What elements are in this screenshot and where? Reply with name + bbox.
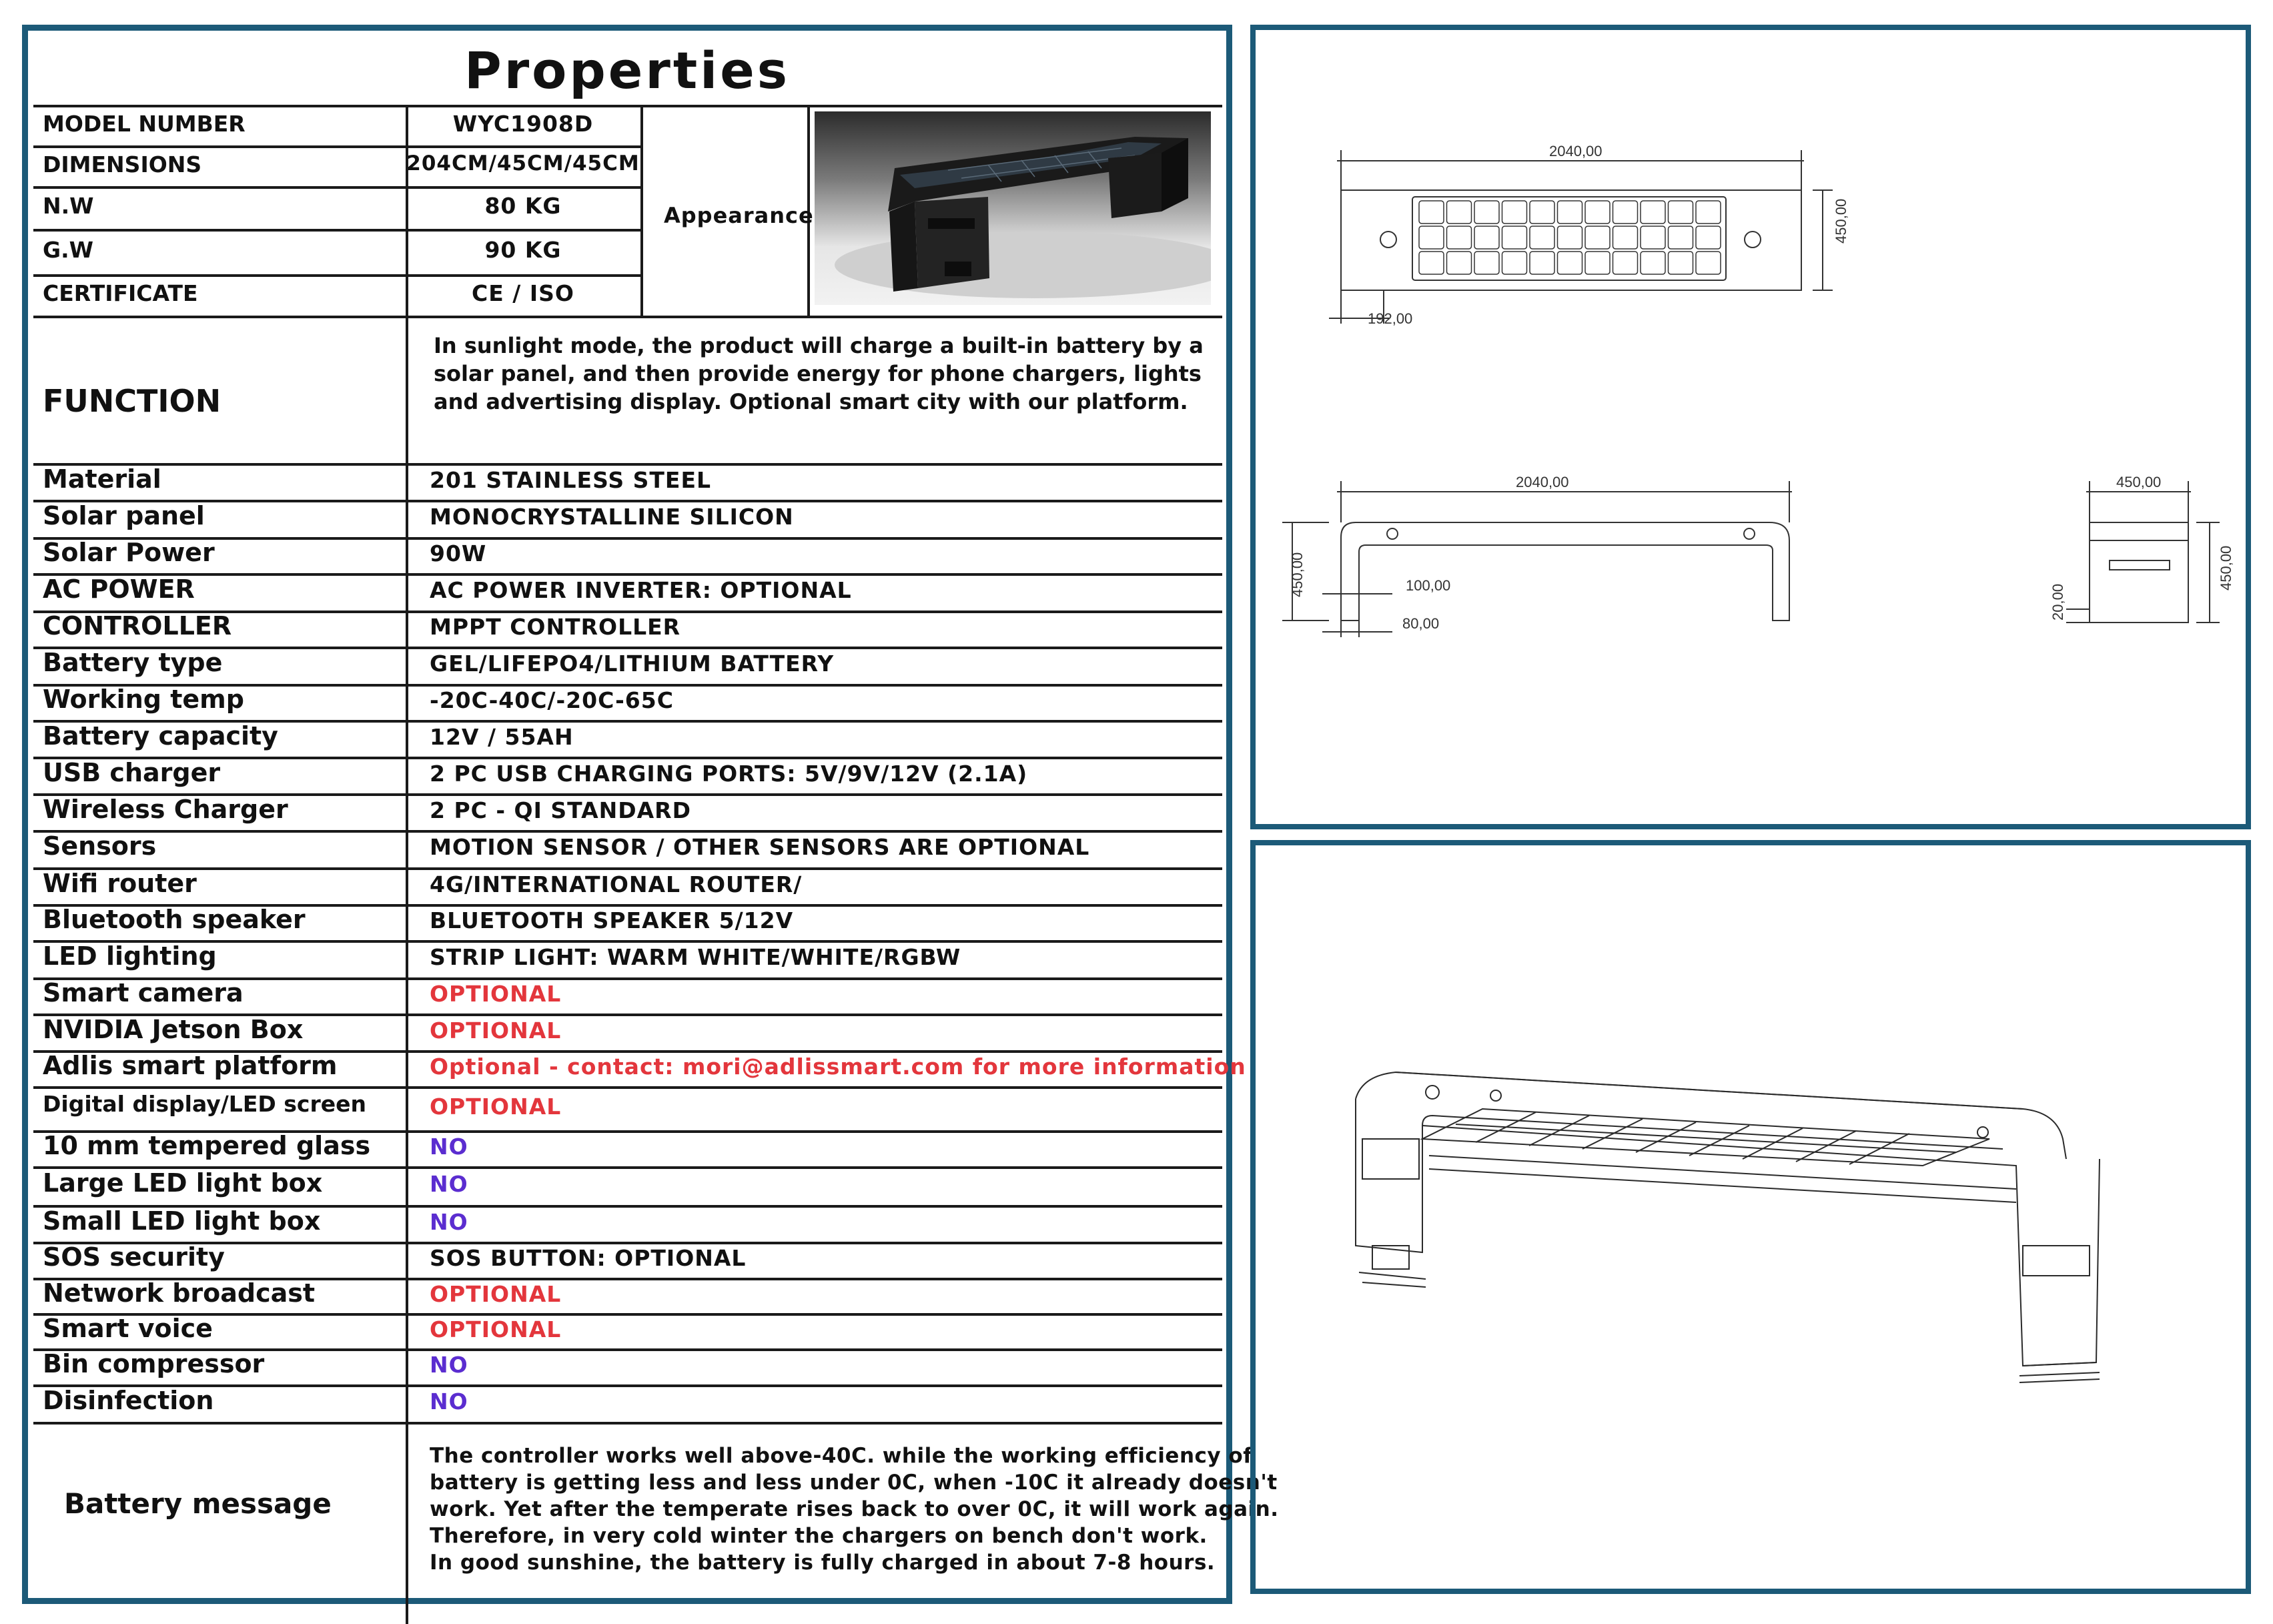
- top-view-width: 2040,00: [1549, 143, 1603, 159]
- spec-label: Wireless Charger: [43, 794, 288, 824]
- table-rule: [33, 316, 1222, 318]
- solar-cell: [1558, 226, 1582, 249]
- table-rule: [33, 1086, 1222, 1089]
- table-rule: [33, 573, 1222, 576]
- spec-label: N.W: [43, 193, 94, 219]
- solar-cell: [1613, 252, 1638, 274]
- spec-label: Bin compressor: [43, 1349, 265, 1378]
- solar-cell: [1585, 252, 1610, 274]
- solar-cell: [1530, 226, 1554, 249]
- properties-panel: [22, 25, 1279, 1604]
- properties-table: [33, 36, 1279, 1593]
- spec-label: Small LED light box: [43, 1206, 321, 1236]
- spec-value: MOTION SENSOR / OTHER SENSORS ARE OPTIONAL: [430, 834, 1090, 860]
- solar-cell: [1669, 226, 1693, 249]
- front-view-dim-b: 80,00: [1402, 615, 1440, 632]
- table-rule: [406, 463, 408, 1624]
- table-rule: [33, 186, 640, 189]
- spec-label: Large LED light box: [43, 1168, 323, 1198]
- side-view-height: 450,00: [2218, 545, 2234, 590]
- isometric-drawing-panel: [1250, 840, 2251, 1594]
- function-label: FUNCTION: [43, 383, 221, 419]
- spec-value: BLUETOOTH SPEAKER 5/12V: [430, 907, 794, 933]
- table-rule: [33, 463, 1222, 466]
- spec-label: Disinfection: [43, 1386, 214, 1415]
- table-rule: [33, 145, 640, 148]
- dimension-drawings: [1256, 30, 2246, 824]
- spec-value: 80 KG: [484, 193, 562, 219]
- spec-label: MODEL NUMBER: [43, 110, 246, 137]
- solar-cell: [1474, 226, 1499, 249]
- solar-cell: [1613, 201, 1638, 224]
- spec-label: Bluetooth speaker: [43, 905, 306, 934]
- top-view-height: 450,00: [1833, 198, 1849, 244]
- table-rule: [33, 274, 640, 277]
- spec-label: Sensors: [43, 831, 157, 861]
- spec-value: Optional - contact: mori@adlissmart.com for more information: [430, 1054, 1246, 1080]
- spec-value: NO: [430, 1352, 468, 1378]
- spec-label: Battery type: [43, 648, 223, 677]
- solar-cell: [1502, 252, 1527, 274]
- solar-cell: [1696, 252, 1721, 274]
- spec-value: CE / ISO: [472, 280, 574, 306]
- spec-label: SOS security: [43, 1242, 225, 1272]
- solar-cell: [1447, 252, 1472, 274]
- solar-cell: [1502, 201, 1527, 224]
- spec-value: NO: [430, 1208, 468, 1235]
- solar-cell: [1641, 252, 1665, 274]
- solar-cell: [1585, 201, 1610, 224]
- function-text: In sunlight mode, the product will charge a built-in battery by a solar panel, and then provide energy for phone chargers, lights and advertising display. Optional smart city with our platform.: [434, 333, 1204, 414]
- spec-label: CERTIFICATE: [43, 280, 198, 306]
- spec-value: OPTIONAL: [430, 1017, 562, 1044]
- solar-cell: [1530, 252, 1554, 274]
- spec-value: OPTIONAL: [430, 1316, 562, 1342]
- spec-label: Working temp: [43, 685, 244, 714]
- solar-cell: [1447, 226, 1472, 249]
- spec-value: 2 PC - QI STANDARD: [430, 797, 691, 823]
- spec-value: AC POWER INVERTER: OPTIONAL: [430, 577, 852, 603]
- solar-cell: [1447, 201, 1472, 224]
- front-view-width: 2040,00: [1516, 474, 1569, 490]
- spec-label: Smart camera: [43, 978, 244, 1007]
- spec-label: CONTROLLER: [43, 611, 232, 641]
- solar-cell: [1641, 201, 1665, 224]
- spec-label: DIMENSIONS: [43, 151, 202, 177]
- spec-label: Adlis smart platform: [43, 1051, 338, 1080]
- battery-message-line: In good sunshine, the battery is fully charged in about 7-8 hours.: [430, 1551, 1216, 1575]
- spec-label: USB charger: [43, 757, 221, 787]
- spec-value: MPPT CONTROLLER: [430, 614, 681, 640]
- solar-cell: [1558, 252, 1582, 274]
- spec-value: 90W: [430, 540, 487, 566]
- spec-value: NO: [430, 1171, 468, 1197]
- table-rule: [406, 316, 408, 463]
- spec-label: AC POWER: [43, 574, 195, 604]
- isometric-wireframe: [1256, 845, 2246, 1589]
- bench-render-image: [815, 111, 1211, 305]
- table-rule: [640, 105, 643, 316]
- page-title: Properties: [464, 41, 790, 100]
- spec-label: Material: [43, 464, 161, 494]
- spec-label: Network broadcast: [43, 1278, 316, 1308]
- solar-cell: [1419, 226, 1444, 249]
- spec-label: 10 mm tempered glass: [43, 1131, 371, 1160]
- solar-cell: [1558, 201, 1582, 224]
- spec-value: -20C-40C/-20C-65C: [430, 687, 674, 713]
- table-rule: [33, 229, 640, 232]
- solar-cell: [1613, 226, 1638, 249]
- solar-cell: [1419, 252, 1444, 274]
- solar-cell: [1530, 201, 1554, 224]
- spec-label: Solar panel: [43, 501, 205, 530]
- battery-message-label: Battery message: [64, 1487, 332, 1520]
- spec-label: Wifi router: [43, 868, 197, 898]
- table-rule: [33, 1422, 1222, 1425]
- spec-value: 90 KG: [484, 237, 562, 263]
- spec-value: 201 STAINLESS STEEL: [430, 466, 712, 493]
- solar-cell: [1669, 252, 1693, 274]
- solar-cell: [1696, 226, 1721, 249]
- battery-message-line: The controller works well above-40C. while the working efficiency of: [430, 1444, 1253, 1468]
- solar-cell: [1474, 201, 1499, 224]
- spec-label: Solar Power: [43, 538, 215, 567]
- spec-value: 2 PC USB CHARGING PORTS: 5V/9V/12V (2.1A): [430, 760, 1028, 787]
- spec-value: 12V / 55AH: [430, 723, 574, 750]
- technical-drawing-panel: [1250, 25, 2251, 829]
- spec-label: Smart voice: [43, 1313, 213, 1343]
- spec-value: WYC1908D: [452, 110, 594, 137]
- spec-value: OPTIONAL: [430, 1094, 562, 1120]
- spec-value: 204CM/45CM/45CM: [406, 151, 640, 175]
- spec-value: GEL/LIFEPO4/LITHIUM BATTERY: [430, 651, 835, 677]
- spec-value: NO: [430, 1134, 468, 1160]
- spec-value: OPTIONAL: [430, 981, 562, 1007]
- spec-label: Battery capacity: [43, 721, 278, 751]
- solar-cell: [1585, 226, 1610, 249]
- spec-value: MONOCRYSTALLINE SILICON: [430, 504, 794, 530]
- spec-label: LED lighting: [43, 941, 217, 971]
- side-view-width: 450,00: [2116, 474, 2162, 490]
- solar-cell: [1474, 252, 1499, 274]
- battery-message-line: Therefore, in very cold winter the chargers on bench don't work.: [430, 1524, 1208, 1548]
- spec-label: NVIDIA Jetson Box: [43, 1014, 304, 1044]
- table-rule: [33, 105, 1222, 107]
- solar-cell: [1419, 201, 1444, 224]
- spec-value: STRIP LIGHT: WARM WHITE/WHITE/RGBW: [430, 944, 961, 970]
- spec-value: 4G/INTERNATIONAL ROUTER/: [430, 871, 803, 897]
- front-view-height: 450,00: [1289, 552, 1306, 597]
- table-rule: [33, 867, 1222, 870]
- spec-value: NO: [430, 1388, 468, 1414]
- table-rule: [33, 500, 1222, 502]
- solar-cell: [1669, 201, 1693, 224]
- solar-cell: [1696, 201, 1721, 224]
- solar-cell: [1641, 226, 1665, 249]
- spec-value: SOS BUTTON: OPTIONAL: [430, 1245, 747, 1271]
- table-rule: [33, 830, 1222, 833]
- spec-label: Digital display/LED screen: [43, 1091, 366, 1117]
- battery-message-line: work. Yet after the temperate rises back to over 0C, it will work again.: [430, 1497, 1279, 1521]
- front-view-dim-a: 100,00: [1406, 577, 1451, 594]
- spec-label: G.W: [43, 237, 94, 263]
- appearance-label: Appearance: [664, 203, 814, 228]
- side-view-foot: 20,00: [2050, 583, 2066, 621]
- solar-cell: [1502, 226, 1527, 249]
- battery-message-line: battery is getting less and less under 0C, when -10C it already doesn't: [430, 1471, 1278, 1495]
- spec-value: OPTIONAL: [430, 1280, 562, 1307]
- top-view-offset: 192,00: [1368, 310, 1413, 327]
